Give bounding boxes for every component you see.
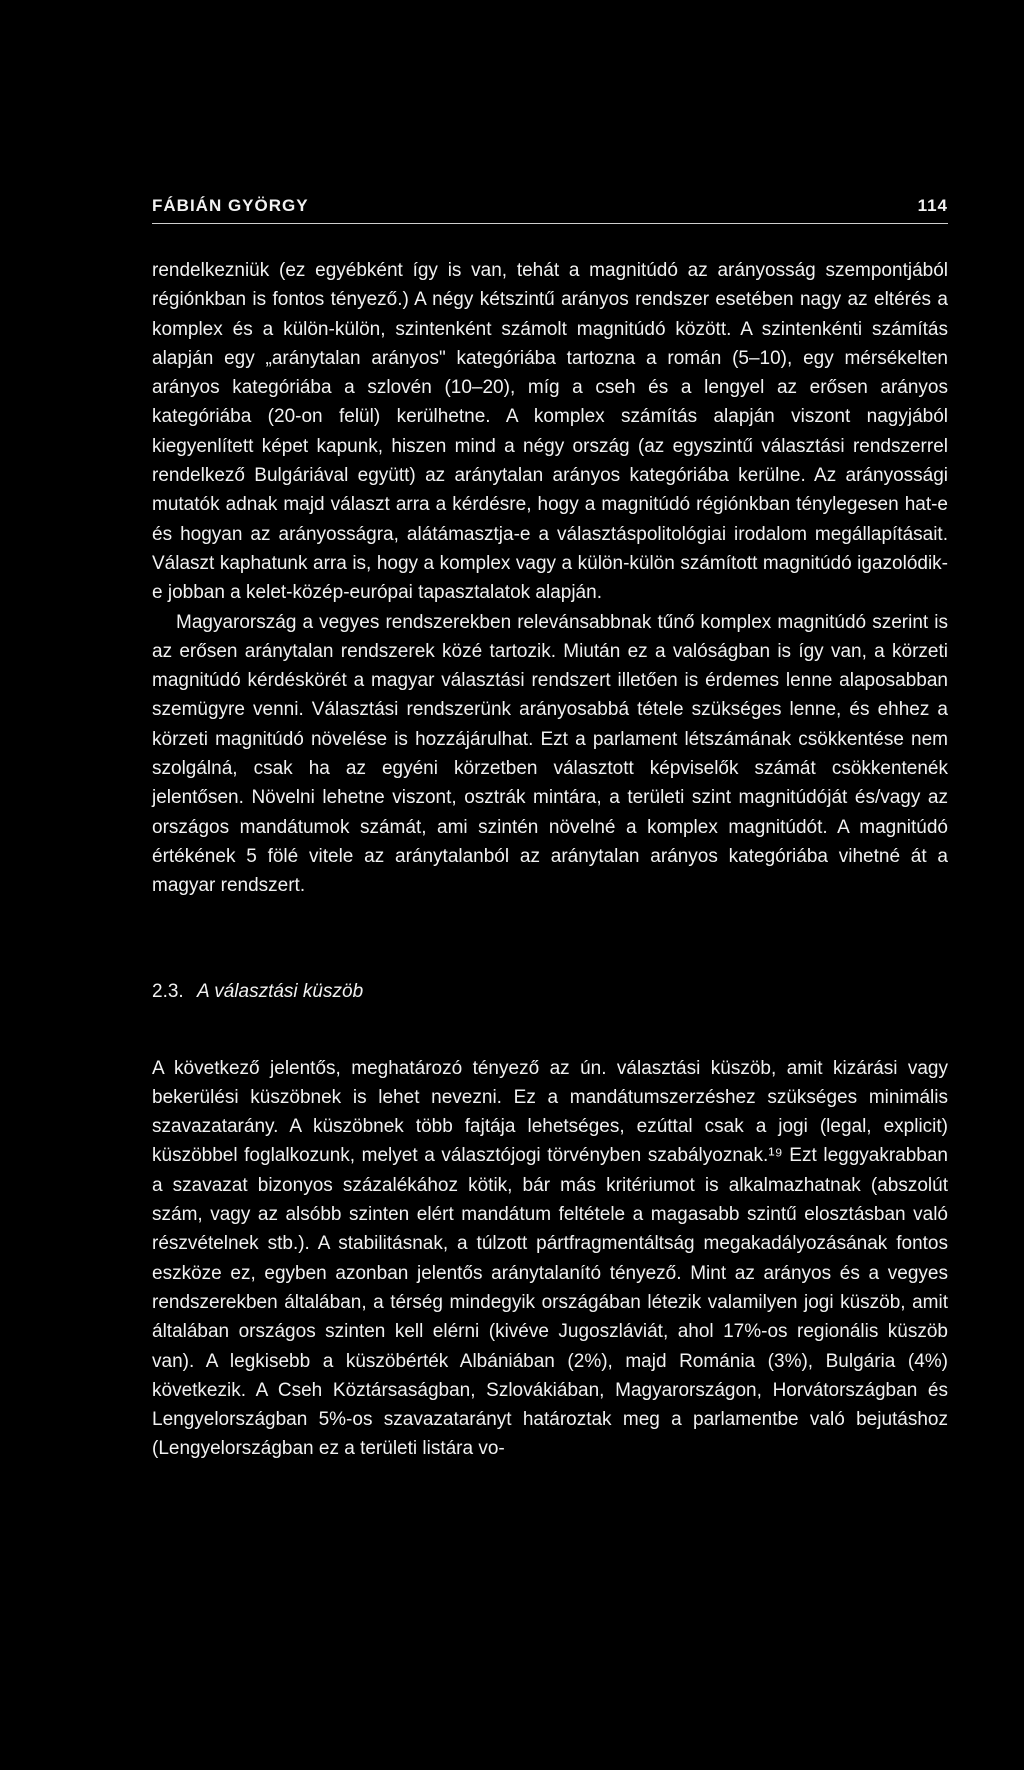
section-title: A választási küszöb	[196, 980, 364, 1002]
document-page	[152, 196, 948, 1736]
running-head-author: FÁBIÁN GYÖRGY	[152, 196, 309, 215]
section-paragraph-1: A következő jelentős, meghatározó tényező az ún. választási küszöb, amit kizárási vagy bekerülési küszöbnek is lehet nevezni. Ez a mandátumszerzéshez szükséges minimális szavazatarány. A küszöbnek több fajtája lehetséges, ezúttal csak a jogi (legal, explicit) küszöbbel foglalkozunk, melyet a választójogi törvényben szabályoznak.¹⁹ Ezt leggyakrabban a szavazat bizonyos százalékához kötik, bár más kritériumot is alkalmazhatnak (abszolút szám, vagy az alsóbb szinten elért mandátum feltétele a magasabb szintű elosztásban való részvételnek stb.). A stabilitásnak, a túlzott pártfragmentáltság megakadályozásának fontos eszköze ez, egyben azonban jelentős aránytalanító tényező. Mint az arányos és a vegyes rendszerekben általában, a térség mindegyik országában létezik valamilyen jogi küszöb, amit általában országos szinten kell elérni (kivéve Jugoszláviát, ahol 17%-os regionális küszöb van). A legkisebb a küszöbérték Albániában (2%), majd Románia (3%), Bulgária (4%) következik. A Cseh Köztársaságban, Szlovákiában, Magyarországon, Horvátországban és Lengyelországban 5%-os szavazatarányt határoztak meg a parlamentbe való bejutáshoz (Lengyelországban ez a területi listára vo-	[152, 1057, 948, 1460]
running-head	[152, 196, 948, 222]
body-text	[152, 256, 948, 1464]
paragraph-1: rendelkezniük (ez egyébként így is van, tehát a magnitúdó az arányosság szempontjából régiónkban is fontos tényező.) A négy kétszintű arányos rendszer esetében nagy az eltérés a komplex és a külön-külön, szintenként számolt magnitúdó között. A szintenkénti számítás alapján egy „aránytalan arányos" kategóriába tartozna a román (5–10), egy mérsékelten arányos kategóriába a szlovén (10–20), míg a cseh és a lengyel az erősen arányos kategóriába (20-on felül) kerülhetne. A komplex számítás alapján viszont nagyjából kiegyenlített képet kapunk, hiszen mind a négy ország (az egyszintű választási rendszerrel rendelkező Bulgáriával együtt) az aránytalan arányos kategóriába kerülne. Az arányossági mutatók adnak majd választ arra a kérdésre, hogy a magnitúdó régiónkban ténylegesen hat-e és hogyan az arányosságra, alátámasztja-e a választáspolitológiai irodalom megállapításait. Választ kaphatunk arra is, hogy a komplex vagy a külön-külön számított magnitúdó igazolódik-e jobban a kelet-közép-európai tapasztalatok alapján.	[152, 260, 948, 604]
section-number: 2.3.	[152, 980, 184, 1002]
page-number: 114	[917, 196, 948, 215]
section-heading	[152, 977, 948, 1006]
paragraph-2: Magyarország a vegyes rendszerekben relevánsabbnak tűnő komplex magnitúdó szerint is az erősen aránytalan rendszerek közé tartozik. Miután ez a valóságban is így van, a körzeti magnitúdó kérdéskörét a magyar választási rendszert illetően is érdemes lenne alaposabban szemügyre venni. Választási rendszerünk arányosabbá tétele szükséges lenne, és ehhez a körzeti magnitúdó növelése is hozzájárulhat. Ezt a parlament létszámának csökkentése nem szolgálná, csak ha az egyéni körzetben választott képviselők számát csökkentenék jelentősen. Növelni lehetne viszont, osztrák mintára, a területi szint magnitúdóját és/vagy az országos mandátumok számát, ami szintén növelné a komplex magnitúdót. A magnitúdó értékének 5 fölé vitele az aránytalanból az aránytalan arányos kategóriába vihetné át a magyar rendszert.	[152, 611, 948, 897]
header-rule	[152, 223, 948, 224]
